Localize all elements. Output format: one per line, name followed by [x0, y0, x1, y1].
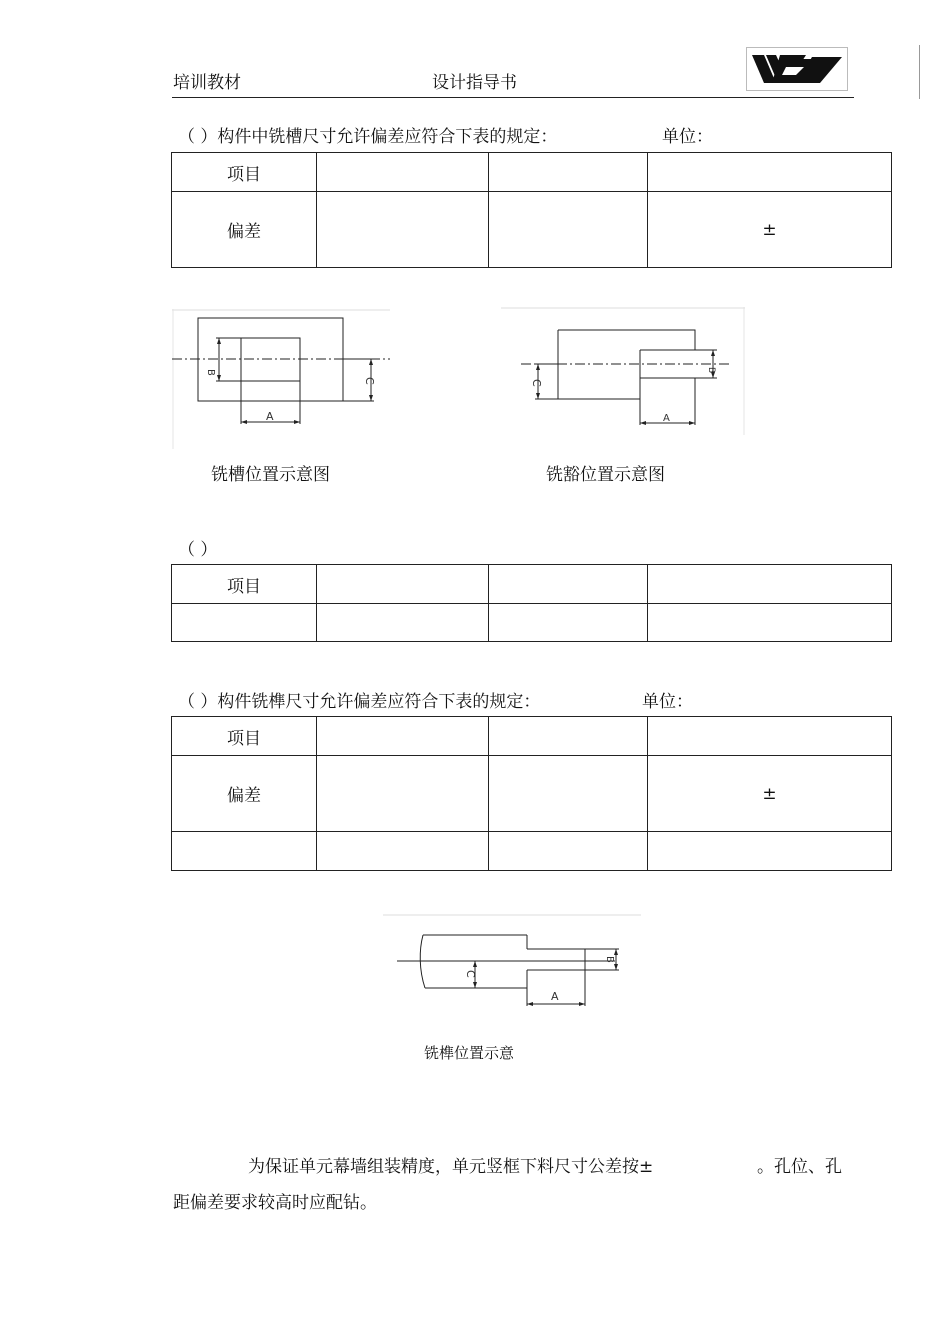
table-row	[172, 832, 892, 871]
table-row	[172, 756, 892, 832]
dimension-label-a: A	[266, 410, 274, 423]
table-cell: 项目	[172, 153, 317, 192]
closing-line1: 为保证单元幕墙组装精度，单元竖框下料尺寸公差按±	[248, 1157, 654, 1177]
table-cell	[172, 832, 317, 871]
groove-diagram	[501, 307, 745, 435]
section1-unit: 单位：	[662, 127, 713, 147]
table-row	[172, 153, 892, 192]
slot-diagram	[172, 309, 390, 449]
header-center-title: 设计指导书	[432, 73, 517, 93]
table-cell	[489, 717, 648, 756]
dimension-label-c: C	[363, 377, 376, 385]
dimension-label-c: C	[530, 379, 543, 387]
table-cell	[317, 565, 489, 604]
table-cell	[648, 832, 892, 871]
table-cell	[648, 604, 892, 642]
section3-title: （ ）构件铣榫尺寸允许偏差应符合下表的规定：	[178, 692, 541, 712]
dimension-label-c: C	[464, 970, 477, 978]
table-cell	[317, 192, 489, 268]
groove-diagram-caption: 铣豁位置示意图	[546, 465, 665, 485]
dimension-label-a: A	[663, 413, 670, 424]
table-cell	[317, 756, 489, 832]
section1-table	[171, 152, 892, 268]
table-cell: 项目	[172, 565, 317, 604]
table-row	[172, 717, 892, 756]
section2-title: （ ）	[178, 540, 218, 560]
section3-unit: 单位：	[642, 692, 693, 712]
table-cell	[489, 832, 648, 871]
slot-diagram-caption: 铣槽位置示意图	[211, 465, 330, 485]
dimension-label-b: B	[706, 367, 716, 374]
table-cell	[489, 192, 648, 268]
table-cell	[317, 832, 489, 871]
dimension-label-b: B	[604, 956, 615, 963]
table-cell	[172, 604, 317, 642]
closing-line1-tail: 。孔位、孔	[757, 1157, 842, 1177]
section1-title: （ ）构件中铣槽尺寸允许偏差应符合下表的规定：	[178, 127, 558, 147]
table-cell	[489, 756, 648, 832]
table-cell	[489, 565, 648, 604]
header-left-title: 培训教材	[173, 73, 241, 93]
table-row	[172, 604, 892, 642]
table-cell: ±	[648, 192, 892, 268]
tenon-diagram-caption: 铣榫位置示意	[424, 1044, 515, 1062]
dimension-label-a: A	[551, 990, 559, 1003]
table-cell	[489, 153, 648, 192]
table-cell: 偏差	[172, 756, 317, 832]
dimension-label-b: B	[205, 369, 216, 376]
table-row	[172, 565, 892, 604]
section2-table	[171, 564, 892, 642]
company-logo	[746, 47, 848, 91]
table-cell	[317, 604, 489, 642]
table-cell	[317, 153, 489, 192]
page-edge-mark	[919, 45, 920, 99]
header-rule	[172, 97, 854, 98]
table-cell	[648, 153, 892, 192]
table-cell	[317, 717, 489, 756]
table-row	[172, 192, 892, 268]
table-cell	[648, 565, 892, 604]
tenon-diagram	[383, 914, 641, 1010]
table-cell: ±	[648, 756, 892, 832]
section3-table	[171, 716, 892, 871]
table-cell	[489, 604, 648, 642]
table-cell: 项目	[172, 717, 317, 756]
table-cell: 偏差	[172, 192, 317, 268]
closing-line2: 距偏差要求较高时应配钻。	[173, 1193, 377, 1213]
table-cell	[648, 717, 892, 756]
